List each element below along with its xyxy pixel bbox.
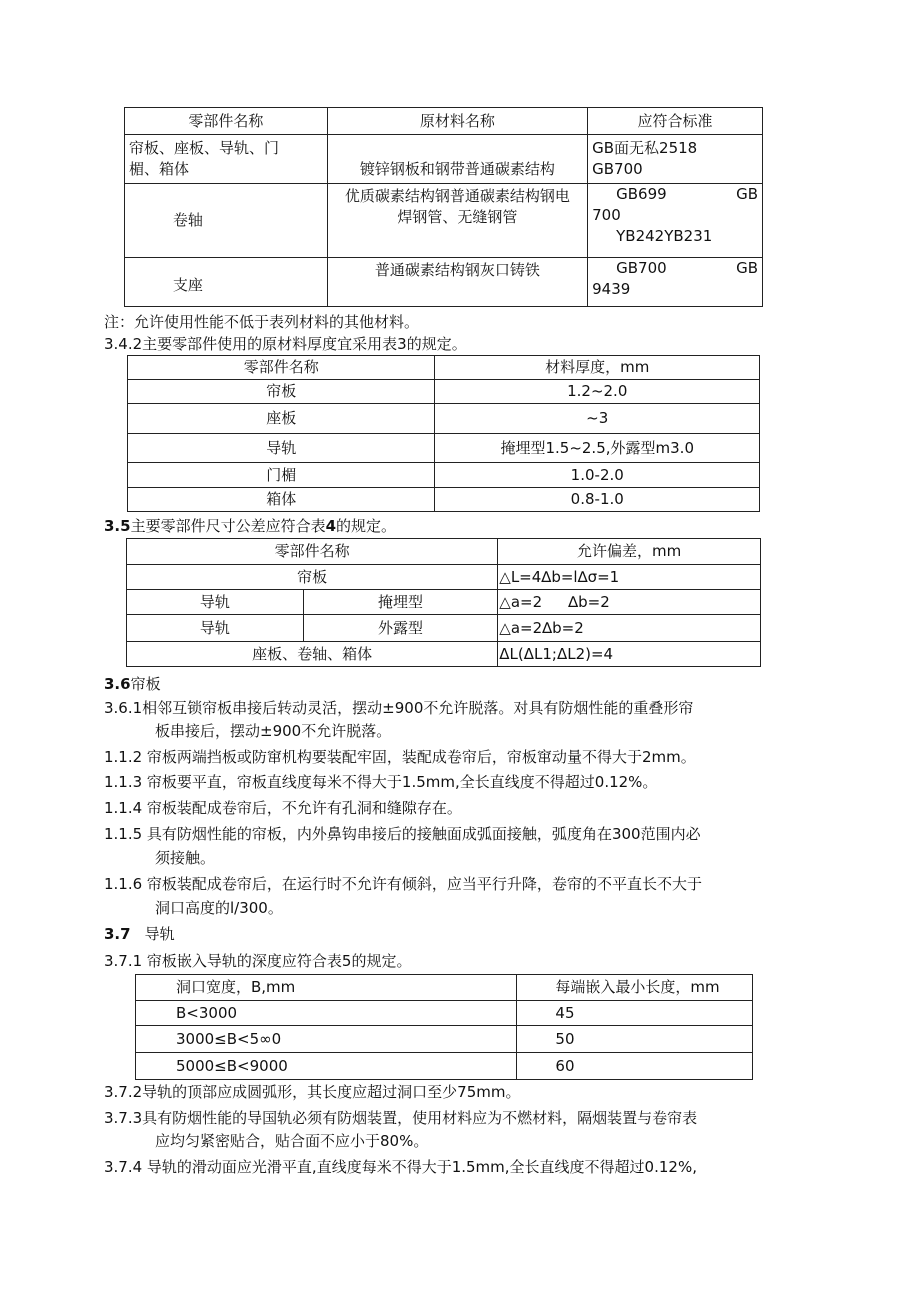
part-cell: 门楣: [128, 463, 435, 488]
table-note: 注：允许使用性能不低于表列材料的其他材料。: [104, 313, 420, 331]
header-standard: 应符合标准: [588, 108, 763, 135]
table-row: [136, 1026, 753, 1053]
part-cell: 支座: [125, 258, 328, 307]
part-cell: 导轨: [127, 615, 304, 642]
thickness-cell: 0.8-1.0: [435, 488, 760, 512]
material-cell: 镀锌钢板和钢带普通碳素结构: [327, 135, 587, 184]
tolerance-cell: △a=2∆b=2: [498, 615, 761, 642]
clause-3-4-2: 3.4.2主要零部件使用的原材料厚度宜采用表3的规定。: [104, 335, 467, 353]
table-row: [128, 380, 760, 404]
clause-3-7-4: 3.7.4 导轨的滑动面应光滑平直,直线度每米不得大于1.5mm,全长直线度不得超过0.12%,: [104, 1158, 697, 1176]
table-row: [125, 135, 763, 184]
clause-1-1-5-cont: 须接触。: [155, 849, 216, 867]
thickness-cell: 1.0-2.0: [435, 463, 760, 488]
part-cell: 导轨: [127, 590, 304, 615]
embed-depth-table: [135, 974, 753, 1080]
length-cell: 60: [517, 1053, 753, 1080]
section-3-6: 3.6帘板: [104, 675, 161, 693]
clause-1-1-6: 1.1.6 帘板装配成卷帘后，在运行时不允许有倾斜，应当平行升降，卷帘的不平直长不大于: [104, 875, 702, 893]
header-opening-width: 洞口宽度，B,mm: [136, 975, 517, 1001]
tolerance-table: [126, 538, 761, 667]
type-cell: 掩埋型: [303, 590, 498, 615]
header-part-name: 零部件名称: [128, 356, 435, 380]
header-thickness: 材料厚度，mm: [435, 356, 760, 380]
thickness-cell: 掩埋型1.5~2.5,外露型m3.0: [435, 434, 760, 463]
clause-1-1-5: 1.1.5 具有防烟性能的帘板，内外鼻钩串接后的接触面成弧面接触，弧度角在300范围内必: [104, 825, 701, 843]
clause-3-7-3-cont: 应均匀紧密贴合，贴合面不应小于80%。: [155, 1132, 429, 1150]
clause-1-1-4: 1.1.4 帘板装配成卷帘后，不允许有孔洞和缝隙存在。: [104, 799, 462, 817]
clause-3-5: 3.5主要零部件尺寸公差应符合表4的规定。: [104, 517, 397, 535]
part-cell: 座板: [128, 404, 435, 434]
type-cell: 外露型: [303, 615, 498, 642]
table-row: [128, 463, 760, 488]
length-cell: 45: [517, 1001, 753, 1026]
clause-1-1-2: 1.1.2 帘板两端挡板或防窜机构要装配牢固，装配成卷帘后，帘板窜动量不得大于2mm。: [104, 748, 696, 766]
width-cell: B<3000: [136, 1001, 517, 1026]
width-cell: 3000≤B<5∞0: [136, 1026, 517, 1053]
part-cell: 箱体: [128, 488, 435, 512]
clause-3-7-3: 3.7.3具有防烟性能的导国轨必须有防烟装置，使用材料应为不燃材料，隔烟装置与卷帘表: [104, 1109, 698, 1127]
clause-3-7-1: 3.7.1 帘板嵌入导轨的深度应符合表5的规定。: [104, 952, 412, 970]
section-3-7: 3.7 导轨: [104, 925, 175, 943]
clause-1-1-3: 1.1.3 帘板要平直，帘板直线度每米不得大于1.5mm,全长直线度不得超过0.12%。: [104, 773, 658, 791]
part-cell: 卷轴: [125, 184, 328, 258]
part-cell: 帘板: [128, 380, 435, 404]
table-row: [128, 488, 760, 512]
tolerance-cell: ΔL(ΔL1;ΔL2)=4: [498, 642, 761, 667]
table-row: [125, 184, 763, 258]
part-cell: 导轨: [128, 434, 435, 463]
header-part-name: 零部件名称: [127, 539, 498, 565]
header-tolerance: 允许偏差，mm: [498, 539, 761, 565]
table-row: [127, 642, 761, 667]
thickness-cell: ~3: [435, 404, 760, 434]
materials-table: [124, 107, 763, 307]
part-cell: 座板、卷轴、箱体: [127, 642, 498, 667]
standard-cell: GB700 GB 9439: [588, 258, 763, 307]
table-row: [136, 1001, 753, 1026]
standard-cell: GB699 GB 700 YB242YB231: [588, 184, 763, 258]
header-part-name: 零部件名称: [125, 108, 328, 135]
thickness-cell: 1.2~2.0: [435, 380, 760, 404]
clause-1-1-6-cont: 洞口高度的l/300。: [155, 899, 283, 917]
material-cell: 优质碳素结构钢普通碳素结构钢电 焊钢管、无缝钢管: [327, 184, 587, 258]
header-min-length: 每端嵌入最小长度，mm: [517, 975, 753, 1001]
clause-3-6-1: 3.6.1相邻互锁帘板串接后转动灵活，摆动±900不允许脱落。对具有防烟性能的重叠形帘: [104, 699, 694, 717]
table-row: [128, 434, 760, 463]
width-cell: 5000≤B<9000: [136, 1053, 517, 1080]
table-row: [128, 404, 760, 434]
clause-3-7-2: 3.7.2导轨的顶部应成圆弧形，其长度应超过洞口至少75mm。: [104, 1083, 521, 1101]
table-row: [127, 590, 761, 615]
table-row: [136, 1053, 753, 1080]
table-row: [127, 615, 761, 642]
tolerance-cell: △L=4∆b=l∆σ=1: [498, 565, 761, 590]
part-cell: 帘板: [127, 565, 498, 590]
material-cell: 普通碳素结构钢灰口铸铁: [327, 258, 587, 307]
clause-3-6-1-cont: 板串接后，摆动±900不允许脱落。: [155, 722, 392, 740]
table-row: [125, 258, 763, 307]
header-material-name: 原材料名称: [327, 108, 587, 135]
thickness-table: [127, 355, 760, 512]
tolerance-cell: △a=2 ∆b=2: [498, 590, 761, 615]
part-cell: 帘板、座板、导轨、门 楣、箱体: [125, 135, 328, 184]
standard-cell: GB面无私2518 GB700: [588, 135, 763, 184]
table-row: [127, 565, 761, 590]
length-cell: 50: [517, 1026, 753, 1053]
